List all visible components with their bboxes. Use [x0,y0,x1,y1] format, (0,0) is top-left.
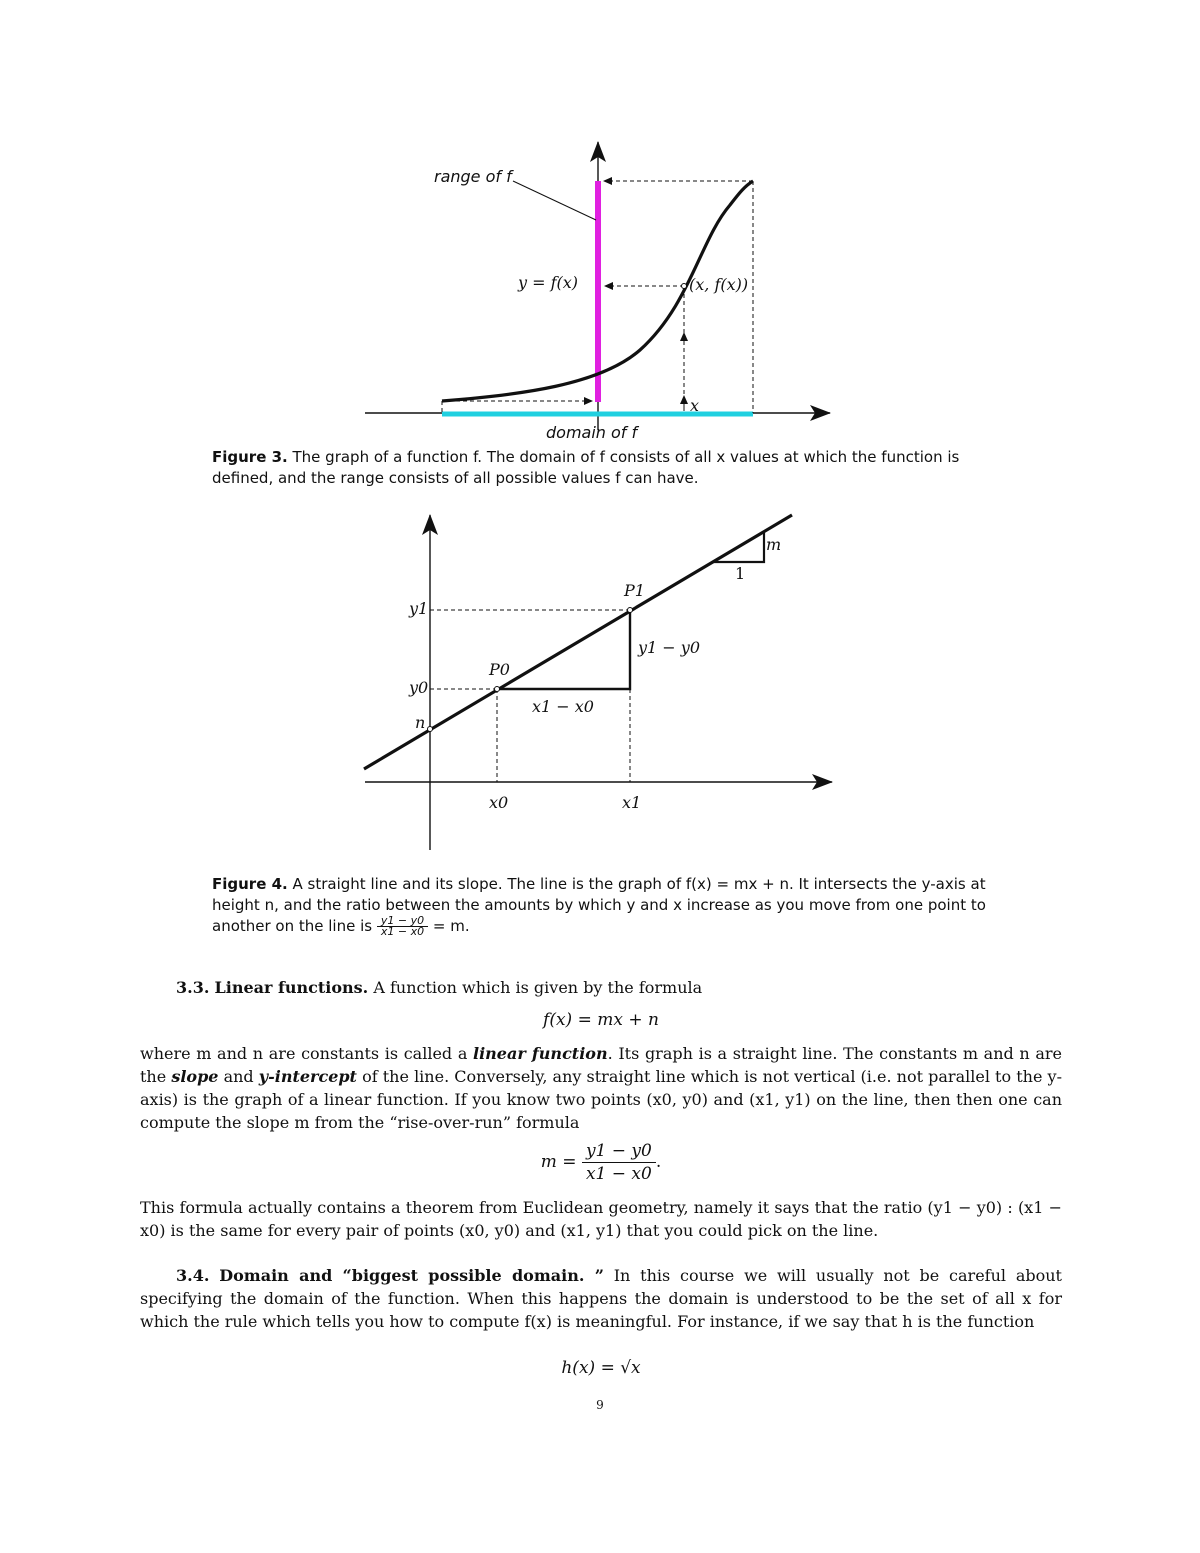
point-n [428,727,433,732]
p1-part-a: where m and n are constants is called a [140,1044,468,1063]
term-y-intercept: y-intercept [258,1067,357,1086]
label-P0: P0 [489,660,510,679]
formula-sqrt: h(x) = √x [561,1358,641,1378]
figure-4-caption [212,874,1002,937]
term-linear-function: linear function [473,1044,608,1063]
p1-part-c: and [223,1067,254,1086]
term-slope: slope [171,1067,219,1086]
section-3-4-paragraph [140,1264,1062,1333]
caption-frac-den: x1 − x0 [380,925,425,938]
slope-den: x1 − x0 [585,1164,652,1184]
label-P1: P1 [624,581,645,600]
section-3-3-intro: A function which is given by the formula [373,978,703,997]
caption-3-text: The graph of a function f. The domain of f consists of all x values at which the function is defined, and the range consists of all possible values f can have. [212,448,960,487]
label-x1: x1 [622,793,642,812]
caption-frac-num: y1 − y0 [377,916,428,927]
slope-lhs: m = [540,1152,577,1172]
formula-slope [140,1140,1062,1185]
section-3-4-number: 3.4. [176,1266,210,1285]
section-3-3-paragraph-1 [140,1042,1062,1134]
caption-4-text: A straight line and its slope. The line is the graph of f(x) = mx + n. It intersects the y-axis at height n, and the ratio between the amounts by which y and x increase as you move from one point to another on the line is [212,875,986,935]
section-3-3-paragraph-2: This formula actually contains a theorem from Euclidean geometry, namely it says that the ratio (y1 − y0) : (x1 − x0) is the same for every pair of points (x0, y0) and (x1, y1) that you could pick on the line. [140,1198,1062,1240]
page-number: 9 [596,1398,604,1412]
label-run: x1 − x0 [532,697,594,716]
label-range: range of f [434,167,512,186]
section-3-4-title: Domain and “biggest possible domain. ” [219,1266,604,1285]
caption-4-label: Figure 4. [212,875,288,893]
label-rise: y1 − y0 [638,638,701,657]
caption-3-label: Figure 3. [212,448,288,466]
p1-part-b: . Its graph is a straight line. The constants m and n are the [140,1044,1063,1086]
slope-fraction [582,1140,656,1185]
section-3-3-number: 3.3. [176,978,210,997]
label-n: n [415,713,426,732]
formula-linear: f(x) = mx + n [543,1010,659,1030]
slope-num: y1 − y0 [582,1140,656,1163]
point-P1 [628,608,633,613]
label-domain: domain of f [546,423,638,442]
label-y: y = f(x) [518,273,579,292]
label-y0: y0 [409,678,429,697]
slope-end: . [655,1152,662,1172]
caption-4-fraction [377,916,428,937]
label-one: 1 [735,564,746,583]
label-x: x [690,396,700,415]
label-m: m [766,535,782,554]
section-3-4-text: In this course we will usually not be careful about specifying the domain of the function. When this happens the domain is understood to be the set of all x for which the rule which tells you how to compute f(x) is meaningful. For instance, if we say that h is the function [140,1266,1062,1331]
section-3-3-title: Linear functions. [214,978,369,997]
point-P0 [495,687,500,692]
section-3-3-heading [140,976,1062,999]
label-y1: y1 [409,599,429,618]
p1-part-d: of the line. Conversely, any straight line which is not vertical (i.e. not parallel to the y-axis) is the graph of a linear function. If you know two points (x0, y0) and (x1, y1) on the line, then then one can compute the slope m from the “rise-over-run” formula [140,1067,1063,1132]
label-x0: x0 [489,793,509,812]
label-point: (x, f(x)) [689,275,749,294]
caption-4-end: = m. [432,917,470,935]
